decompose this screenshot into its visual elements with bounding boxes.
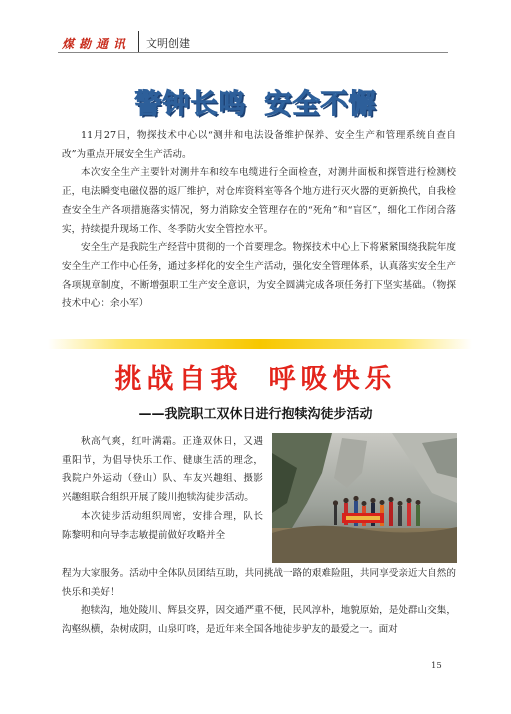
article2-paragraph: 秋高气爽，红叶满霜。正逢双休日，又遇重阳节，为倡导快乐工作、健康生活的理念，我院户外运动（登山）队、车友兴趣组、摄影兴趣组联合组织开展了陵川抱犊沟徒步活动。	[62, 436, 263, 504]
article1-title-part1: 警钟长鸣	[134, 89, 247, 120]
group-hiking-photo	[272, 433, 457, 563]
article1-title-part2: 安全不懈	[264, 89, 377, 120]
header-rule	[58, 52, 448, 53]
section-name: 文明创建	[146, 37, 190, 50]
yellow-divider-band	[48, 339, 472, 349]
article1-body	[62, 127, 456, 314]
journal-name: 煤勘通讯	[62, 37, 131, 51]
article2-body-full	[62, 565, 456, 640]
article2-paragraph: 抱犊沟，地处陵川、辉县交界，因交通严重不便，民风淳朴，地貌原始，是处群山交集，沟壑纵横，杂树成阴，山泉叮咚，是近年来全国各地徒步驴友的最爱之一。面对	[62, 605, 456, 636]
running-header	[0, 0, 511, 56]
page-number: 15	[431, 661, 442, 671]
article1-title	[0, 82, 511, 121]
header-divider	[138, 31, 139, 53]
article2-title	[0, 357, 511, 396]
article1-paragraph: 安全生产是我院生产经营中贯彻的一个首要理念。物探技术中心上下将紧紧围绕我院年度安全生产工作中心任务，通过多样化的安全生产活动，强化安全管理体系，认真落实安全生产各项规章制度，不断增强职工生产安全意识，为安全圆满完成各项任务打下坚实基础。（物探技术中心：余小军）	[62, 242, 456, 310]
article2-subtitle: ——我院职工双休日进行抱犊沟徒步活动	[138, 407, 373, 422]
photo-illustration	[272, 433, 457, 563]
article1-paragraph: 11月27日，物探技术中心以“测井和电法设备维护保养、安全生产和管理系统自查自改”为重点开展安全生产活动。	[62, 130, 456, 160]
article2-title-part2: 呼吸快乐	[268, 364, 397, 395]
article2-paragraph: 本次徒步活动组织周密，安排合理，队长陈黎明和向导李志敏提前做好攻略并全	[62, 510, 263, 541]
article2-paragraph: 程为大家服务。活动中全体队员团结互助，共同挑战一路的艰难险阻，共同享受亲近大自然的快乐和美好！	[62, 568, 456, 598]
article1-paragraph: 本次安全生产主要针对测井车和绞车电缆进行全面检查，对测井面板和探管进行检测校正，电法瞬变电磁仪器的返厂维护，对仓库资料室等各个地方进行灭火器的更新换代，自我检查安全生产各项措施落实情况，努力消除安全管理存在的“死角”和“盲区”，细化工作闭合落实，持续提升现场工作、冬季防火安全管控水平。	[62, 167, 456, 235]
article2-title-part1: 挑战自我	[114, 364, 243, 395]
article2-body-left	[62, 433, 263, 545]
